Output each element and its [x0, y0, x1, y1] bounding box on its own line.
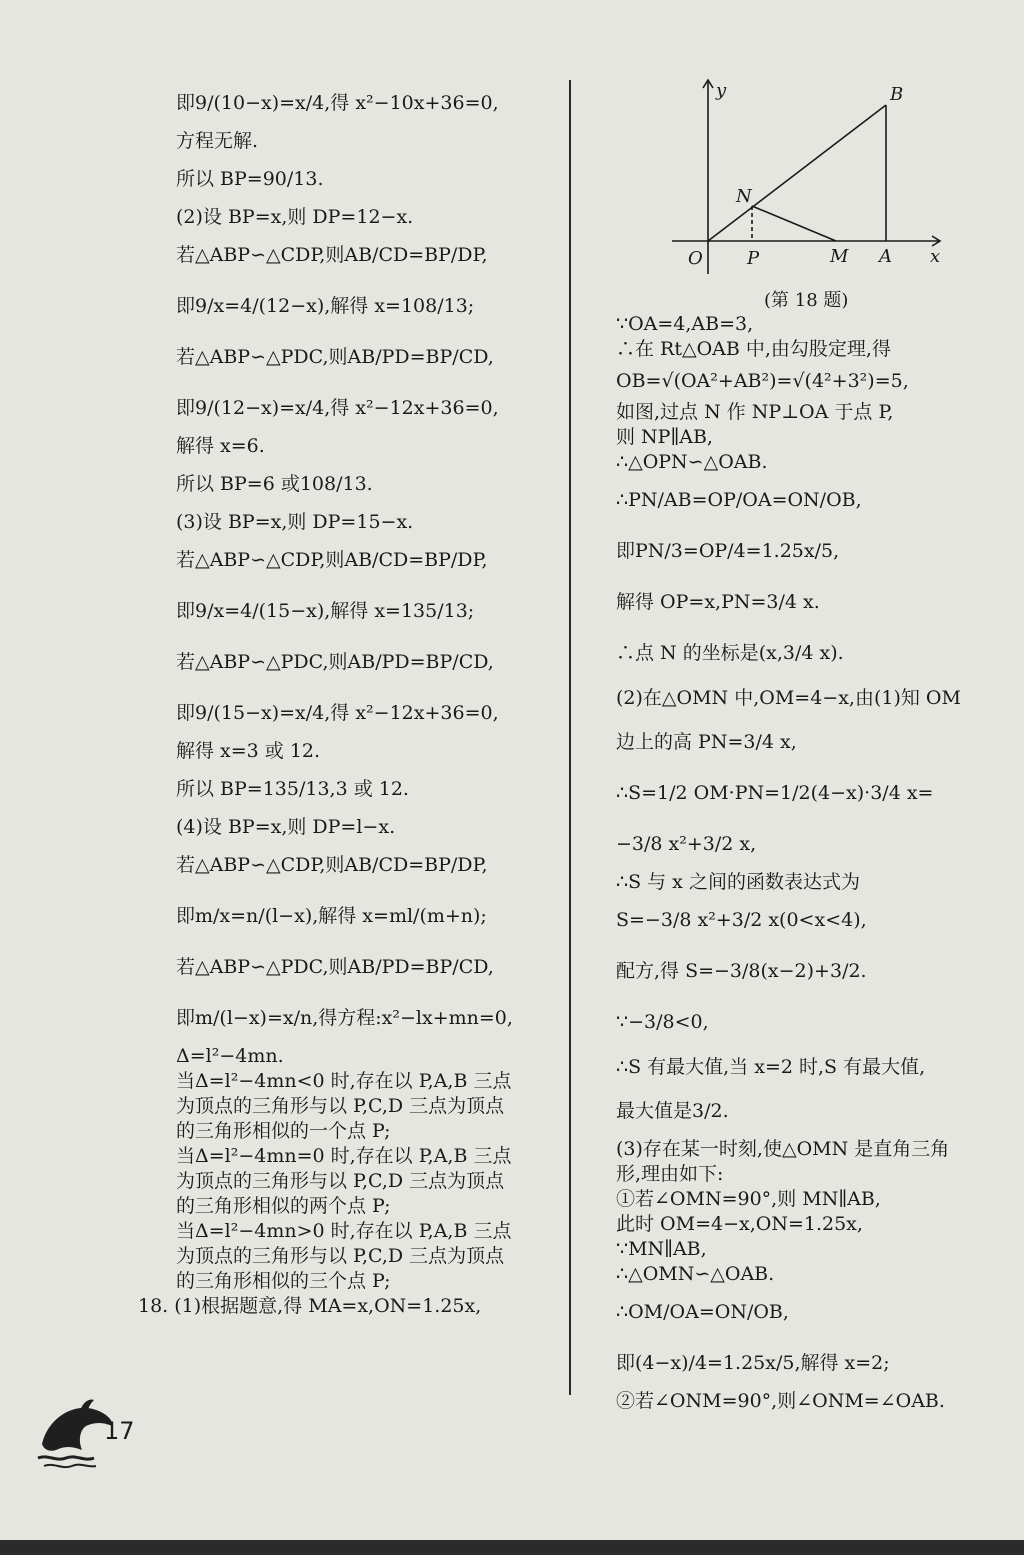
text-line: 解得 x=6. [176, 435, 265, 457]
text-line: (3)设 BP=x,则 DP=15−x. [176, 511, 414, 533]
text-line: ∴△OMN∽△OAB. [616, 1263, 775, 1285]
text-line: 为顶点的三角形与以 P,C,D 三点为顶点 [176, 1170, 505, 1192]
text-line: 即9/(15−x)=x/4,得 x²−12x+36=0, [176, 702, 499, 724]
page-number: 17 [104, 1417, 135, 1445]
text-line: 方程无解. [176, 130, 259, 152]
label-b: B [890, 84, 904, 105]
text-line: ∴OM/OA=ON/OB, [616, 1301, 789, 1323]
label-p: P [747, 248, 760, 269]
text-line: (2)在△OMN 中,OM=4−x,由(1)知 OM [616, 687, 961, 709]
problem-18-start: 18. (1)根据题意,得 MA=x,ON=1.25x, [138, 1295, 482, 1317]
figure-caption: (第 18 题) [764, 290, 849, 311]
text-line: 为顶点的三角形与以 P,C,D 三点为顶点 [176, 1095, 505, 1117]
text-line: ①若∠OMN=90°,则 MN∥AB, [616, 1188, 881, 1210]
text-line: (3)存在某一时刻,使△OMN 是直角三角 [616, 1138, 950, 1160]
text-line: 如图,过点 N 作 NP⊥OA 于点 P, [616, 401, 894, 423]
text-line: 的三角形相似的一个点 P; [176, 1120, 391, 1142]
text-line: 即9/(10−x)=x/4,得 x²−10x+36=0, [176, 92, 499, 114]
segment-nm [752, 206, 836, 241]
text-line: ∵MN∥AB, [616, 1238, 707, 1260]
label-x: x [930, 246, 941, 267]
text-line: 若△ABP∽△CDP,则AB/CD=BP/DP, [176, 549, 488, 571]
text-line: ∴S 有最大值,当 x=2 时,S 有最大值, [616, 1056, 926, 1078]
text-line: ∴△OPN∽△OAB. [616, 451, 768, 473]
text-line: ∵OA=4,AB=3, [616, 313, 754, 335]
text-line: 解得 OP=x,PN=3/4 x. [616, 591, 820, 613]
text-line: 若△ABP∽△PDC,则AB/PD=BP/CD, [176, 651, 494, 673]
scan-edge [0, 1540, 1024, 1555]
text-line: 若△ABP∽△CDP,则AB/CD=BP/DP, [176, 244, 488, 266]
text-line: ∴PN/AB=OP/OA=ON/OB, [616, 489, 862, 511]
text-line: 即(4−x)/4=1.25x/5,解得 x=2; [616, 1352, 890, 1374]
text-line: 所以 BP=6 或108/13. [176, 473, 373, 495]
text-line: 即9/x=4/(15−x),解得 x=135/13; [176, 600, 475, 622]
text-line: 此时 OM=4−x,ON=1.25x, [616, 1213, 863, 1235]
text-line: 则 NP∥AB, [616, 426, 713, 448]
text-line: 所以 BP=135/13,3 或 12. [176, 778, 409, 800]
right-column [616, 312, 1006, 1414]
text-line: Δ=l²−4mn. [176, 1045, 284, 1067]
coordinate-figure [668, 74, 958, 294]
text-line: 当Δ=l²−4mn>0 时,存在以 P,A,B 三点 [176, 1220, 512, 1242]
label-n: N [736, 186, 752, 207]
text-line: ②若∠ONM=90°,则∠ONM=∠OAB. [616, 1390, 945, 1412]
column-divider [569, 80, 571, 1395]
text-line: 即m/x=n/(l−x),解得 x=ml/(m+n); [176, 905, 487, 927]
label-y: y [716, 80, 727, 101]
text-line: ∴S 与 x 之间的函数表达式为 [616, 871, 860, 893]
text-line: 配方,得 S=−3/8(x−2)+3/2. [616, 960, 867, 982]
segment-ob [708, 105, 886, 241]
text-line: 若△ABP∽△PDC,则AB/PD=BP/CD, [176, 346, 494, 368]
text-line: 若△ABP∽△PDC,则AB/PD=BP/CD, [176, 956, 494, 978]
label-o: O [688, 248, 703, 269]
text-line: OB=√(OA²+AB²)=√(4²+3²)=5, [616, 370, 909, 392]
left-column [138, 78, 548, 1319]
text-line: ∵−3/8<0, [616, 1011, 709, 1033]
text-line: ∴点 N 的坐标是(x,3/4 x). [616, 642, 844, 664]
text-line: 若△ABP∽△CDP,则AB/CD=BP/DP, [176, 854, 488, 876]
text-line: 即9/x=4/(12−x),解得 x=108/13; [176, 295, 475, 317]
text-line: 最大值是3/2. [616, 1100, 729, 1122]
label-a: A [879, 246, 892, 267]
text-line: ∴S=1/2 OM·PN=1/2(4−x)·3/4 x= [616, 782, 934, 804]
text-line: S=−3/8 x²+3/2 x(0<x<4), [616, 909, 867, 931]
text-line: (4)设 BP=x,则 DP=l−x. [176, 816, 396, 838]
text-line: 的三角形相似的两个点 P; [176, 1195, 391, 1217]
text-line: 即m/(l−x)=x/n,得方程:x²−lx+mn=0, [176, 1007, 513, 1029]
text-line: 即9/(12−x)=x/4,得 x²−12x+36=0, [176, 397, 499, 419]
text-line: 解得 x=3 或 12. [176, 740, 321, 762]
text-line: 的三角形相似的三个点 P; [176, 1270, 391, 1292]
text-line: 所以 BP=90/13. [176, 168, 324, 190]
text-line: −3/8 x²+3/2 x, [616, 833, 757, 855]
text-line: 当Δ=l²−4mn=0 时,存在以 P,A,B 三点 [176, 1145, 512, 1167]
text-line: 边上的高 PN=3/4 x, [616, 731, 797, 753]
text-line: 当Δ=l²−4mn<0 时,存在以 P,A,B 三点 [176, 1070, 512, 1092]
text-line: 为顶点的三角形与以 P,C,D 三点为顶点 [176, 1245, 505, 1267]
text-line: ∴在 Rt△OAB 中,由勾股定理,得 [616, 338, 891, 360]
text-line: (2)设 BP=x,则 DP=12−x. [176, 206, 414, 228]
text-line: 即PN/3=OP/4=1.25x/5, [616, 540, 840, 562]
label-m: M [830, 246, 849, 267]
text-line: 形,理由如下: [616, 1163, 724, 1185]
